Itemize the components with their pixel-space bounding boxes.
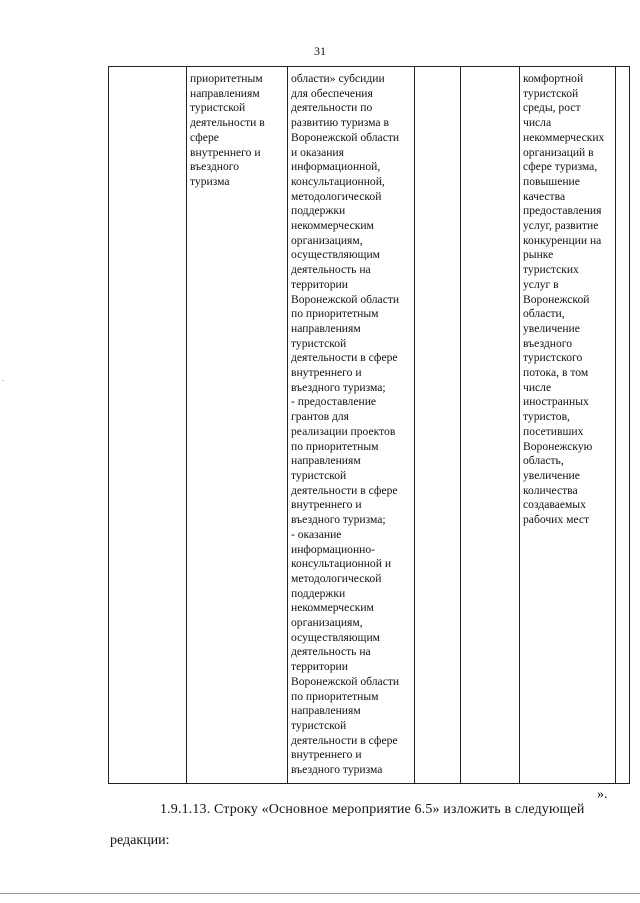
table-cell-line: поддержки <box>291 204 346 218</box>
table-cell-line: деятельности в сфере <box>291 351 398 365</box>
table-cell-col4 <box>415 67 461 784</box>
table-cell-line: развитию туризма в <box>291 116 389 130</box>
table-cell-line: приоритетным <box>190 72 263 85</box>
table-cell-line: туристского <box>523 351 583 365</box>
table-cell-line: некоммерческим <box>291 219 374 233</box>
table-cell-line: направлениям <box>291 321 361 335</box>
table-cell-line: области» субсидии <box>291 72 385 85</box>
table-cell-line: туристской <box>291 718 347 732</box>
table-cell-line: деятельность на <box>291 645 371 659</box>
page-bottom-rule <box>0 893 640 894</box>
table-cell-line: сфере <box>190 130 219 144</box>
table-cell-line: осуществляющим <box>291 630 381 644</box>
table-cell-line: конкуренции на <box>523 233 602 247</box>
table-cell-line: качества <box>523 189 566 203</box>
table-cell-line: увеличение <box>523 321 580 335</box>
page-number: 31 <box>314 44 326 58</box>
table-cell-line: территории <box>291 277 348 291</box>
table-cell-line: деятельности по <box>291 101 373 115</box>
table-row <box>109 67 630 784</box>
table-cell-line: деятельности в <box>190 116 265 130</box>
table-cell-line: внутреннего и <box>190 145 261 159</box>
table-cell-line: грантов для <box>291 410 350 424</box>
table-cell-line: - предоставление <box>291 395 377 409</box>
table-cell-line: консультационной, <box>291 174 385 188</box>
table-cell-line: область, <box>523 454 564 468</box>
program-table <box>108 66 630 784</box>
table-cell-line: организаций в <box>523 145 594 159</box>
table-cell-line: внутреннего и <box>291 748 362 762</box>
table-cell-col5 <box>461 67 520 784</box>
table-cell-col2 <box>187 67 288 784</box>
table-cell-line: туристской <box>190 101 246 115</box>
table-cell-line: въездного туризма <box>291 763 383 777</box>
table-cell-line: по приоритетным <box>291 307 379 321</box>
table-cell-line: услуг в <box>523 277 559 291</box>
table-cell-line: туристской <box>523 86 579 100</box>
table-cell-line: консультационной и <box>291 557 392 571</box>
closing-quote: ». <box>597 787 608 802</box>
table-cell-line: по приоритетным <box>291 689 379 703</box>
scan-edge-mark <box>2 380 4 381</box>
table-cell-line: для обеспечения <box>291 86 373 100</box>
table-cell-line: осуществляющим <box>291 248 381 262</box>
table-cell-line: туризма <box>190 174 230 188</box>
table-cell-line: рабочих мест <box>523 513 590 527</box>
table-cell-line: и оказания <box>291 145 344 159</box>
table-cell-line: увеличение <box>523 468 580 482</box>
table-cell-line: информационной, <box>291 160 381 174</box>
table-cell-col1 <box>109 67 187 784</box>
table-cell-line: по приоритетным <box>291 439 379 453</box>
table-cell-line: туристов, <box>523 410 570 424</box>
table-cell-line: области, <box>523 307 565 321</box>
table-cell-line: деятельность на <box>291 263 371 277</box>
table-cell-line: туристской <box>291 336 347 350</box>
table-cell-line: комфортной <box>523 72 584 85</box>
amendment-paragraph-continuation: редакции: <box>110 833 170 848</box>
table-cell-line: поддержки <box>291 586 346 600</box>
table-cell-line: информационно- <box>291 542 376 556</box>
table-cell-line: сфере туризма, <box>523 160 598 174</box>
table-cell-line: направлениям <box>291 704 361 718</box>
table-cell-col7 <box>616 67 630 784</box>
table-cell-line: организациям, <box>291 616 363 630</box>
table-cell-line: реализации проектов <box>291 424 396 438</box>
table-cell-line: Воронежской области <box>291 674 400 688</box>
amendment-paragraph: 1.9.1.13. Строку «Основное мероприятие 6.5» изложить в следующей <box>160 802 585 817</box>
table-cell-line: посетивших <box>523 424 584 438</box>
table-cell-line: въездного туризма; <box>291 380 386 394</box>
table-cell-line: некоммерческим <box>291 601 374 615</box>
table-cell-line: туристских <box>523 263 579 277</box>
table-cell-line: предоставления <box>523 204 602 218</box>
table-cell-line: иностранных <box>523 395 589 409</box>
table-cell-line: Воронежской области <box>291 292 400 306</box>
table-cell-line: создаваемых <box>523 498 586 512</box>
table-cell-line: организациям, <box>291 233 363 247</box>
table-cell-line: среды, рост <box>523 101 581 115</box>
table-cell-line: туристской <box>291 468 347 482</box>
table-cell-line: некоммерческих <box>523 130 605 144</box>
table-cell-line: услуг, развитие <box>523 219 599 233</box>
table-cell-col3 <box>288 67 415 784</box>
table-cell-line: Воронежской <box>523 292 590 306</box>
table-cell-col6 <box>520 67 616 784</box>
table-cell-line: деятельности в сфере <box>291 483 398 497</box>
table-cell-line: методологической <box>291 571 382 585</box>
table-cell-line: внутреннего и <box>291 366 362 380</box>
table-cell-line: - оказание <box>291 527 342 541</box>
table-cell-line: направлениям <box>190 86 260 100</box>
table-cell-line: повышение <box>523 174 580 188</box>
table-cell-line: деятельности в сфере <box>291 733 398 747</box>
table-cell-line: въездного <box>523 336 573 350</box>
table-cell-line: числа <box>523 116 552 130</box>
table-cell-line: методологической <box>291 189 382 203</box>
table-cell-line: потока, в том <box>523 366 589 380</box>
table-cell-line: территории <box>291 660 348 674</box>
table-cell-line: рынке <box>523 248 554 262</box>
table-cell-line: въездного туризма; <box>291 513 386 527</box>
table-cell-line: внутреннего и <box>291 498 362 512</box>
table-cell-line: направлениям <box>291 454 361 468</box>
table-cell-line: Воронежскую <box>523 439 593 453</box>
table-cell-line: въездного <box>190 160 240 174</box>
table-cell-line: Воронежской области <box>291 130 400 144</box>
table-cell-line: числе <box>523 380 552 394</box>
table-cell-line: количества <box>523 483 578 497</box>
